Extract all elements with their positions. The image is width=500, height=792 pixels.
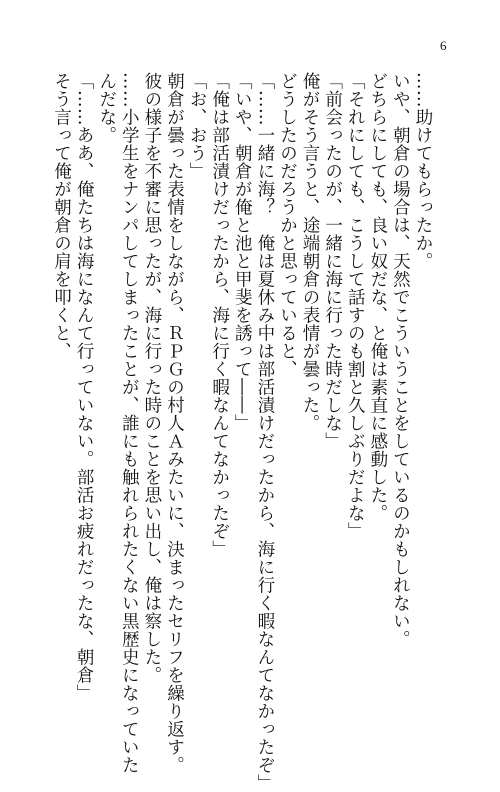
text-line: そう言って俺が朝倉の肩を叩くと、	[51, 72, 72, 360]
text-line: 彼の様子を不審に思ったが、海に行った時のことを思い出し、俺は察した。	[141, 72, 162, 684]
text-line: どうしたのだろうかと思っていると、	[277, 72, 298, 378]
text-line: 「……一緒に海？ 俺は夏休み中は部活漬けだったから、海に行く暇なんてなかったぞ」	[254, 72, 275, 792]
text-line: ……小学生をナンパしてしまったことが、誰にも触れられたくない黒歴史になっていた	[119, 72, 140, 774]
text-line: 「前会ったのが、一緒に海に行った時だしな」	[322, 72, 343, 450]
text-line: ……助けてもらったか。	[413, 72, 433, 270]
text-line: 「……ああ、俺たちは海になんて行っていない。部活お疲れだったな、朝倉」	[74, 72, 95, 702]
text-line: 「いや、朝倉が俺と池と甲斐を誘って――」	[232, 72, 253, 432]
body-text	[50, 72, 434, 792]
text-line: 「それにしても、こうして話すのも割と久しぶりだよな」	[345, 72, 366, 540]
text-line: 「お、おう」	[187, 72, 208, 180]
text-line: いや、朝倉の場合は、天然でこういうことをしているのかもしれない。	[390, 72, 411, 648]
text-line: 「俺は部活漬けだったから、海に行く暇なんてなかったぞ」	[209, 72, 230, 558]
page-number: 6	[440, 38, 447, 53]
text-line: どちらにしても、良い奴だな、と俺は素直に感動した。	[367, 72, 388, 522]
text-line: んだな。	[96, 72, 117, 144]
text-line: 朝倉が曇った表情をしながら、ＲＰＧの村人Ａみたいに、決まったセリフを繰り返す。	[164, 72, 185, 774]
text-line: 俺がそう言うと、途端朝倉の表情が曇った。	[300, 72, 321, 432]
